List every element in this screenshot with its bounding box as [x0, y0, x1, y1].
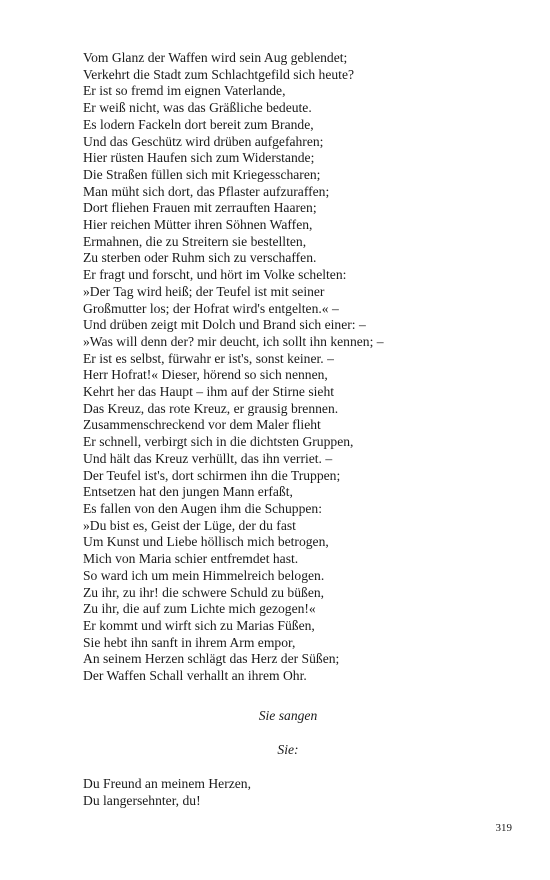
poem-line: Kehrt her das Haupt – ihm auf der Stirne sieht: [83, 384, 335, 400]
poem-line: Der Teufel ist's, dort schirmen ihn die Truppen;: [83, 467, 341, 483]
poem-line: Ermahnen, die zu Streitern sie bestellten,: [83, 233, 307, 249]
poem-line: »Der Tag wird heiß; der Teufel ist mit seiner: [83, 283, 325, 299]
poem-line: So ward ich um mein Himmelreich belogen.: [83, 567, 325, 583]
poem-verse-block: [83, 50, 523, 685]
poem-line: Er schnell, verbirgt sich in die dichtsten Gruppen,: [83, 434, 354, 450]
poem-line: Der Waffen Schall verhallt an ihrem Ohr.: [83, 668, 307, 684]
song-line: Du langersehnter, du!: [83, 792, 201, 808]
poem-line: Um Kunst und Liebe höllisch mich betrogen,: [83, 534, 329, 550]
poem-line: Verkehrt die Stadt zum Schlachtgefild sich heute?: [83, 66, 355, 82]
poem-line: »Was will denn der? mir deucht, ich sollt ihn kennen; –: [83, 333, 384, 349]
poem-line: An seinem Herzen schlägt das Herz der Süßen;: [83, 651, 340, 667]
poem-line: Er ist es selbst, fürwahr er ist's, sonst keiner. –: [83, 350, 334, 366]
song-verse-block: [83, 776, 523, 809]
poem-line: Hier rüsten Haufen sich zum Widerstande;: [83, 150, 315, 166]
poem-line: Das Kreuz, das rote Kreuz, er grausig brennen.: [83, 400, 339, 416]
poem-line: Und das Geschütz wird drüben aufgefahren;: [83, 133, 324, 149]
poem-line: Entsetzen hat den jungen Mann erfaßt,: [83, 484, 293, 500]
poem-line: Und hält das Kreuz verhüllt, das ihn verriet. –: [83, 450, 333, 466]
poem-line: Zusammenschreckend vor dem Maler flieht: [83, 417, 321, 433]
poem-line: Herr Hofrat!« Dieser, hörend so sich nennen,: [83, 367, 328, 383]
poem-line: Und drüben zeigt mit Dolch und Brand sich einer: –: [83, 317, 366, 333]
poem-line: Zu ihr, die auf zum Lichte mich gezogen!«: [83, 601, 316, 617]
poem-line: Zu ihr, zu ihr! die schwere Schuld zu büßen,: [83, 584, 325, 600]
poem-line: Zu sterben oder Ruhm sich zu verschaffen.: [83, 250, 317, 266]
poem-line: »Du bist es, Geist der Lüge, der du fast: [83, 517, 296, 533]
poem-line: Vom Glanz der Waffen wird sein Aug geblendet;: [83, 50, 348, 65]
poem-line: Man müht sich dort, das Pflaster aufzuraffen;: [83, 183, 330, 199]
poem-line: Es fallen von den Augen ihm die Schuppen:: [83, 500, 322, 516]
page-number: 319: [495, 822, 512, 834]
poem-line: Er fragt und forscht, und hört im Volke schelten:: [83, 267, 347, 283]
poem-line: Er weiß nicht, was das Gräßliche bedeute.: [83, 100, 312, 116]
speaker-label: Sie:: [277, 742, 299, 757]
poem-line: Großmutter los; der Hofrat wird's entgelten.« –: [83, 300, 339, 316]
song-line: Du Freund an meinem Herzen,: [83, 776, 251, 791]
poem-line: Dort fliehen Frauen mit zerrauften Haaren;: [83, 200, 317, 216]
poem-line: Sie hebt ihn sanft in ihrem Arm empor,: [83, 634, 296, 650]
poem-line: Es lodern Fackeln dort bereit zum Brande,: [83, 116, 314, 132]
poem-line: Er kommt und wirft sich zu Marias Füßen,: [83, 617, 315, 633]
poem-line: Die Straßen füllen sich mit Kriegesscharen;: [83, 166, 321, 182]
poem-line: Er ist so fremd im eignen Vaterlande,: [83, 83, 286, 99]
section-heading: Sie sangen: [258, 708, 318, 723]
poem-line: Mich von Maria schier entfremdet hast.: [83, 551, 299, 567]
poem-line: Hier reichen Mütter ihren Söhnen Waffen,: [83, 217, 313, 233]
